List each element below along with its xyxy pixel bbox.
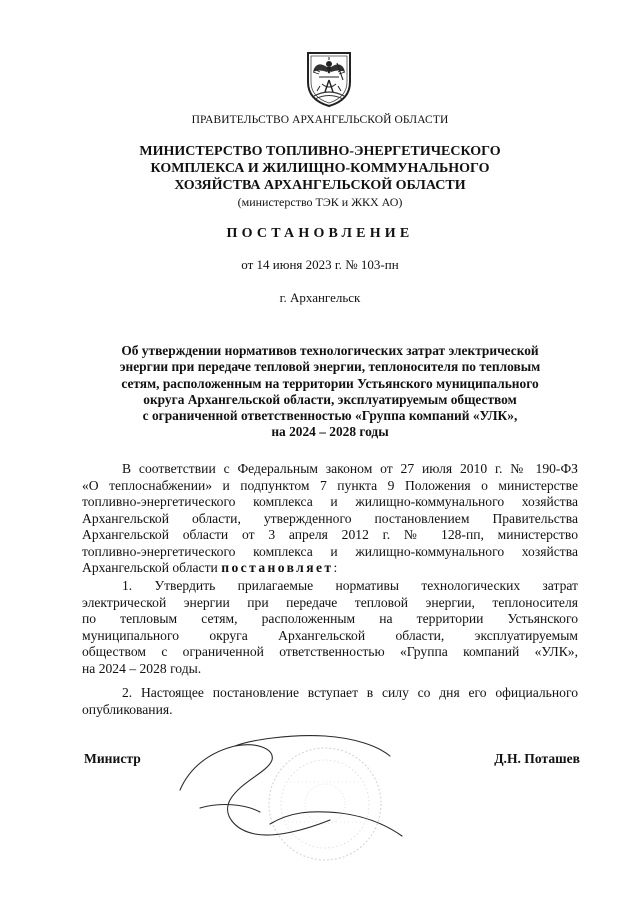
paragraph-line: 2. Настоящее постановление вступает в силу со дня его официального [122, 685, 578, 700]
coat-of-arms-icon [302, 50, 356, 108]
paragraph-line: обществом с ограниченной ответственностью «Группа компаний «УЛК», [82, 644, 578, 659]
document-date-number: от 14 июня 2023 г. № 103-пн [241, 257, 399, 272]
paragraph-line: муниципального округа Архангельской области, эксплуатируемым [82, 627, 578, 643]
paragraph-line: топливно-энергетического комплекса и жилищно-коммунального хозяйства [82, 543, 578, 559]
title-line: округа Архангельской области, эксплуатируемым обществом [143, 391, 517, 407]
ministry-name-line-2: КОМПЛЕКСА И ЖИЛИЩНО-КОММУНАЛЬНОГО [150, 161, 490, 176]
decree-word: постановляет [221, 560, 334, 575]
title-line: энергии при передаче тепловой энергии, теплоносителя по тепловым [119, 359, 541, 375]
paragraph-line: Архангельской области от 3 апреля 2012 г. № 128-пп, министерство [82, 527, 578, 542]
signatory-position: Министр [84, 751, 141, 766]
signature-stamp-area [140, 712, 440, 862]
paragraph-line: по тепловым сетям, расположенным на территории Устьянского [82, 611, 578, 626]
paragraph-last-line [82, 560, 578, 577]
paragraph-line: В соответствии с Федеральным законом от 27 июля 2010 г. № 190-ФЗ [122, 461, 578, 476]
paragraph-line: 1. Утвердить прилагаемые нормативы технологических затрат [122, 578, 578, 593]
decree-item-1 [82, 578, 578, 677]
paragraph-line: Архангельской области, утвержденного постановлением Правительства [82, 510, 578, 526]
signatory-name: Д.Н. Поташев [494, 751, 580, 766]
paragraph-line: топливно-энергетического комплекса и жилищно-коммунального хозяйства [82, 494, 578, 509]
handwritten-signature [180, 736, 402, 836]
title-line: Об утверждении нормативов технологических затрат электрической [121, 343, 539, 358]
paragraph-last-line: на 2024 – 2028 годы. [82, 660, 202, 676]
preamble-paragraph [82, 461, 578, 577]
paragraph-text: Архангельской области [82, 560, 222, 575]
paragraph-text: : [333, 560, 338, 575]
paragraph-line: электрической энергии при передаче тепловой энергии, теплоносителя [82, 594, 578, 610]
paragraph-line: «О теплоснабжении» и подпунктом 7 пункта 9 Положения о министерстве [82, 477, 578, 493]
ministry-name-line-3: ХОЗЯЙСТВА АРХАНГЕЛЬСКОЙ ОБЛАСТИ [174, 178, 466, 193]
paragraph-last-line: опубликования. [82, 701, 173, 717]
ministry-name-line-1: МИНИСТЕРСТВО ТОПЛИВНО-ЭНЕРГЕТИЧЕСКОГО [139, 144, 501, 159]
government-name: ПРАВИТЕЛЬСТВО АРХАНГЕЛЬСКОЙ ОБЛАСТИ [191, 114, 449, 126]
title-line: на 2024 – 2028 годы [271, 424, 389, 440]
document-title [95, 343, 565, 441]
document-type: ПОСТАНОВЛЕНИЕ [226, 226, 414, 241]
document-city: г. Архангельск [279, 290, 361, 305]
title-line: с ограниченной ответственностью «Группа компаний «УЛК», [142, 408, 518, 424]
title-line: сетям, расположенным на территории Устьянского муниципального [121, 375, 539, 391]
round-seal-stamp [269, 748, 381, 860]
ministry-short-name: (министерство ТЭК и ЖКХ АО) [237, 195, 403, 209]
